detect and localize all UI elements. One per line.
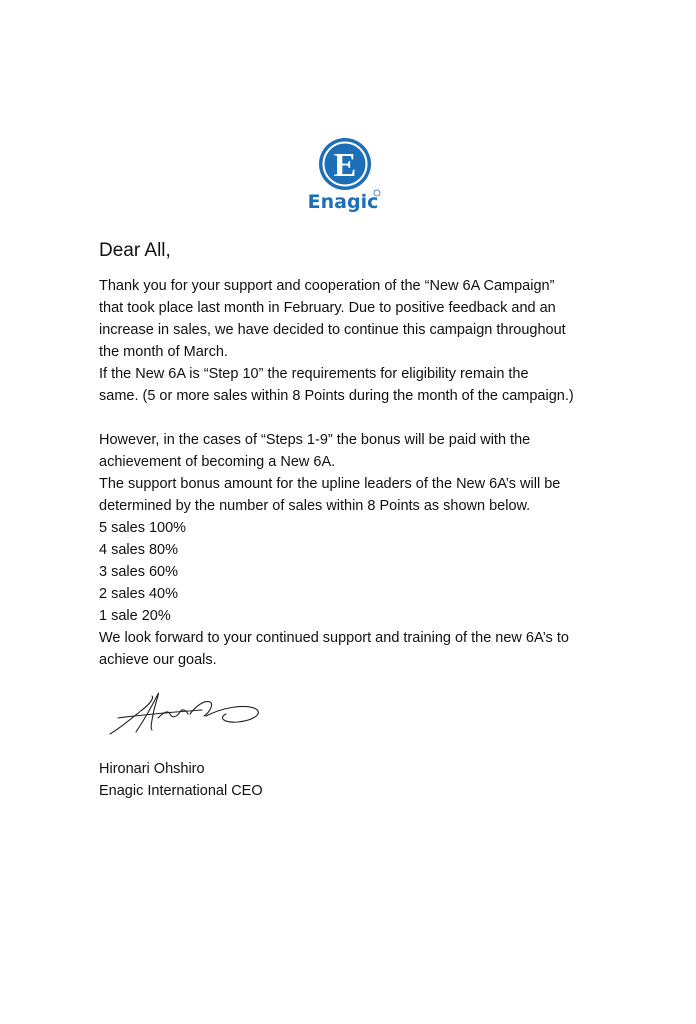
logo-letter: E — [333, 147, 357, 184]
bonus-tier-3: 3 sales 60% — [99, 564, 178, 580]
bonus-tier-5: 5 sales 100% — [99, 520, 187, 536]
bonus-tier-2: 2 sales 40% — [99, 586, 178, 602]
body-line: the month of March. — [99, 344, 228, 360]
logo-wordmark: Enagic — [307, 191, 379, 213]
body-line: However, in the cases of “Steps 1-9” the bonus will be paid with the — [99, 432, 531, 448]
body-line: achieve our goals. — [99, 652, 217, 668]
bonus-tier-1: 1 sale 20% — [99, 608, 171, 624]
blank-line — [99, 407, 619, 429]
body-line: same. (5 or more sales within 8 Points during the month of the campaign.) — [99, 388, 574, 404]
body-line: determined by the number of sales within 8 Points as shown below. — [99, 498, 531, 514]
body-line: Thank you for your support and cooperation of the “New 6A Campaign” — [99, 278, 555, 294]
body-line: that took place last month in February. Due to positive feedback and an — [99, 300, 556, 316]
enagic-logo — [300, 134, 390, 216]
letter-body — [99, 275, 619, 671]
bonus-tier-4: 4 sales 80% — [99, 542, 178, 558]
body-line: If the New 6A is “Step 10” the requirements for eligibility remain the — [99, 366, 529, 382]
signatory-name: Hironari Ohshiro — [99, 761, 205, 777]
body-line: achievement of becoming a New 6A. — [99, 454, 336, 470]
greeting: Dear All, — [99, 240, 171, 261]
signatory-title: Enagic International CEO — [99, 783, 263, 799]
body-line: The support bonus amount for the upline leaders of the New 6A’s will be — [99, 476, 561, 492]
body-line: increase in sales, we have decided to continue this campaign throughout — [99, 322, 566, 338]
body-line: We look forward to your continued support and training of the new 6A’s to — [99, 630, 569, 646]
signatory-block — [99, 758, 263, 802]
handwritten-signature — [106, 688, 266, 740]
